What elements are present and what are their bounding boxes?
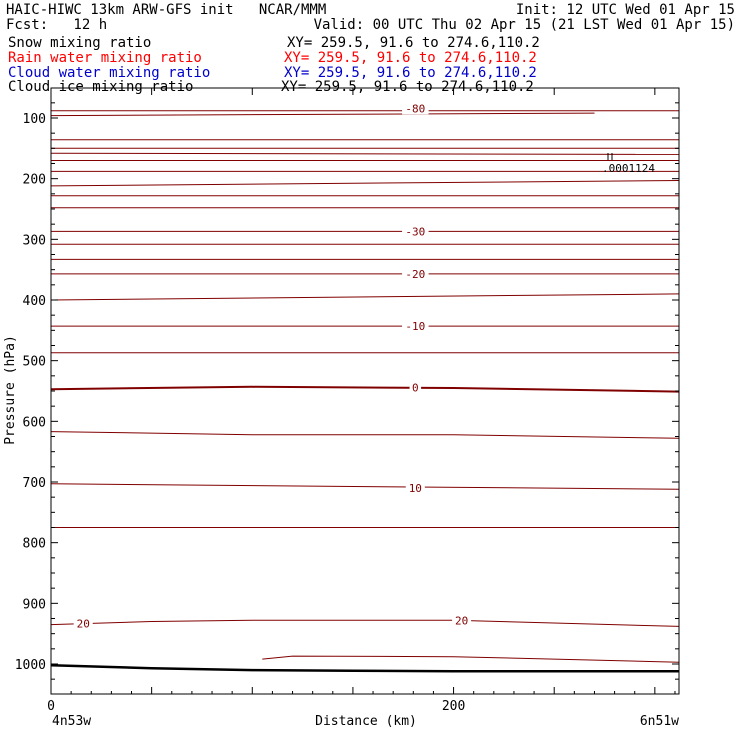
x-axis-label: Distance (km)	[315, 714, 417, 729]
y-tick-label-100: 100	[22, 112, 46, 127]
contour-label-5: 10	[408, 482, 422, 496]
contour-label-1: -30	[405, 225, 426, 239]
field-name-snow: Snow mixing ratio	[8, 35, 152, 51]
isotherm-line-17	[51, 387, 679, 392]
contour-label-4: 0	[412, 381, 419, 395]
init-time: Init: 12 UTC Wed 01 Apr 15	[515, 2, 735, 18]
y-tick-label-300: 300	[22, 233, 46, 249]
y-tick-label-800: 800	[22, 536, 46, 552]
y-tick-label-900: 900	[22, 597, 46, 613]
y-axis-label: Pressure (hPa)	[3, 335, 18, 445]
isotherm-line-7	[51, 181, 679, 186]
value-annotation	[602, 153, 655, 175]
y-tick-label-500: 500	[22, 354, 46, 370]
annotation-value: .0001124	[602, 162, 655, 175]
contour-label-7: 20	[454, 614, 469, 628]
x-tick-label-0: 0	[47, 699, 55, 714]
valid-time: Valid: 00 UTC Thu 02 Apr 15 (21 LST Wed 01 Apr 15)	[313, 17, 735, 33]
isotherm-line-22	[262, 656, 679, 662]
x-tick-label-200: 200	[441, 699, 466, 714]
field-xy-cloud-ice: XY= 259.5, 91.6 to 274.6,110.2	[281, 79, 534, 95]
contour-label-2: -20	[405, 267, 426, 281]
field-name-rain: Rain water mixing ratio	[8, 50, 202, 66]
right-end-label: 6n51w	[639, 714, 679, 729]
isotherm-line-1	[51, 113, 595, 116]
field-name-cloud-water: Cloud water mixing ratio	[8, 65, 211, 81]
isotherm-line-19	[51, 484, 679, 490]
isotherm-line-14	[51, 294, 679, 300]
y-tick-label-400: 400	[22, 294, 46, 309]
run-title: HAIC-HIWC 13km ARW-GFS init NCAR/MMM	[6, 2, 327, 18]
y-tick-label-200: 200	[22, 172, 46, 188]
terrain-surface	[51, 665, 679, 671]
y-tick-label-600: 600	[22, 415, 46, 431]
contour-labels	[74, 102, 471, 630]
field-name-cloud-ice: Cloud ice mixing ratio	[8, 79, 194, 95]
contour-label-6: 20	[76, 617, 90, 631]
forecast-hour: Fcst: 12 h	[6, 17, 108, 33]
y-tick-label-700: 700	[22, 476, 46, 491]
temperature-contours	[51, 111, 679, 663]
isotherm-line-21	[51, 620, 679, 626]
isotherm-line-4	[51, 153, 679, 154]
field-xy-cloud-water: XY= 259.5, 91.6 to 274.6,110.2	[284, 65, 537, 81]
isotherm-line-18	[51, 432, 679, 439]
y-tick-label-1000: 1000	[14, 658, 46, 673]
left-end-label: 4n53w	[52, 714, 92, 729]
field-xy-rain: XY= 259.5, 91.6 to 274.6,110.2	[284, 50, 537, 66]
terrain-line	[51, 665, 679, 671]
contour-label-3: -10	[405, 320, 426, 334]
field-xy-snow: XY= 259.5, 91.6 to 274.6,110.2	[287, 35, 540, 51]
contour-label-0: -80	[405, 102, 426, 116]
